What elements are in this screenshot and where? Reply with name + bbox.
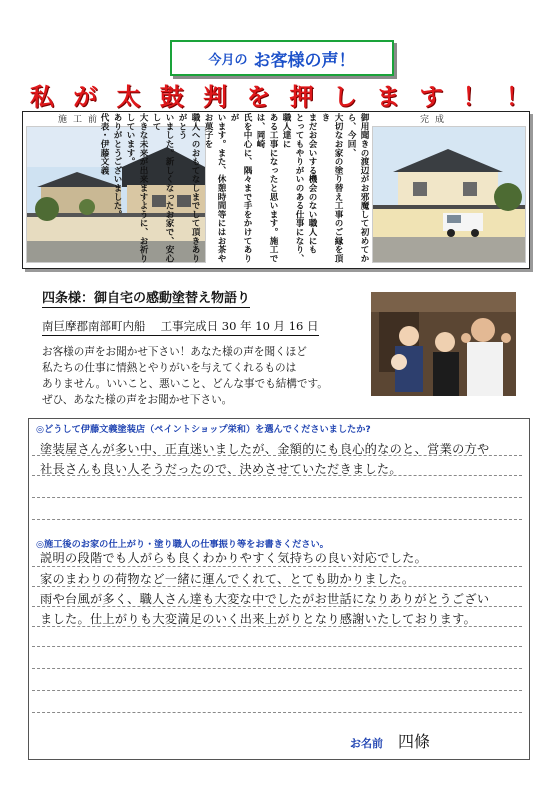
question-2: ◎施工後のお家の仕上がり・塗り職人の仕事振り等をお書きください。 (36, 539, 329, 550)
message-line: とってもやりがいのある仕事になり、職人達に (281, 113, 304, 263)
ruled-line (32, 668, 522, 669)
headline-char: が (73, 81, 98, 111)
headline-char: ！ (505, 81, 530, 111)
headline-char: 私 (30, 81, 54, 111)
headline-char: 押 (289, 81, 314, 111)
headline (30, 80, 530, 111)
title-small: 今月の (208, 52, 248, 68)
message-line: 氏を中心に、隅々まで手をかけてありが (229, 113, 252, 263)
answer-2-line: 雨や台風が多く、職人さん達も大変な中でしたがお世話になりありがとうござい (40, 592, 490, 606)
title-large: お客様の声！ (253, 50, 356, 71)
answer-2-line: 家のまわりの荷物など一緒に運んでくれて、とても助かりました。 (40, 572, 415, 586)
message-line: 御用聞きの渡辺がお邪魔して初めてから、今回、 (346, 113, 369, 263)
message-line: 大きな未来が出来ますように、お祈りしています。 (125, 113, 148, 263)
answer-1-line: 社長さんも良い人そうだったので、決めさせていただきました。 (40, 462, 402, 476)
company-message (99, 113, 370, 263)
customer-subtitle: 四条様：御自宅の感動塗替え物語り (42, 287, 250, 308)
intro-line: ありません。いいこと、悪いこと、どんな事でも結構です。 (42, 378, 328, 390)
message-line: いました。新しくなったお家で、安心して (151, 113, 174, 263)
intro-line: ぜひ、あなた様の声をお聞かせ下さい。 (42, 394, 233, 406)
headline-char: ！ (462, 81, 487, 111)
message-line: まだお会いする機会のない職人にも (307, 113, 317, 254)
headline-char: 太 (116, 81, 141, 111)
headline-char: を (246, 81, 271, 111)
message-line: います。また、休憩時間等にはお茶やお菓子を (203, 113, 226, 263)
after-house-image (373, 127, 525, 262)
message-line: 職人へのおもてなしまでして頂きありがとう (177, 113, 200, 263)
answer-1-line: 塗装屋さんが多い中、正直迷いましたが、金額的にも良心的なのと、営業の方や (40, 442, 490, 456)
message-line: 大切なお家の塗り替え工事のご縁を頂き (320, 113, 343, 263)
message-line: ありがとうございました。 (112, 113, 122, 219)
name-value: 四條 (398, 732, 431, 751)
intro-line: 私たちの仕事に情熱とやりがいを与えてくれるものは (42, 362, 297, 374)
location-and-date: 南巨摩郡南部町内船 工事完成日 30 年 10 月 16 日 (42, 318, 319, 336)
before-label: 施工前 (58, 115, 104, 125)
ruled-line (32, 690, 522, 691)
after-label: 完成 (420, 115, 451, 125)
family-photo (371, 292, 516, 396)
intro-line: お客様の声をお聞かせ下さい！あなた様の声を聞くほど (42, 346, 307, 358)
after-photo (372, 126, 526, 263)
question-1: ◎どうして伊藤文義塗装店（ペイントショップ栄和）を選んでくださいましたか? (36, 424, 371, 435)
headline-char: 判 (203, 81, 228, 111)
headline-char: す (419, 81, 444, 111)
headline-char: ま (376, 81, 401, 111)
headline-char: 鼓 (159, 81, 184, 111)
ruled-line (32, 646, 522, 647)
ruled-line (32, 566, 522, 567)
answer-2-line: ました。仕上がりも大変満足のいく出来上がりとなり感謝いたしております。 (40, 612, 477, 626)
ruled-line (32, 712, 522, 713)
headline-char: し (332, 81, 357, 111)
intro-text (42, 344, 352, 408)
family-image (371, 292, 516, 396)
message-signature: 代表・伊藤文義 (99, 113, 109, 175)
answer-2-line: 説明の段階でも人がらも良くわかりやすく気持ちの良い対応でした。 (40, 551, 428, 565)
ruled-line (32, 497, 522, 498)
title-box (170, 40, 394, 76)
ruled-line (32, 519, 522, 520)
name-label: お名前 (350, 737, 383, 750)
message-line: ある工事になったと思います。施工では、岡崎 (255, 113, 278, 263)
